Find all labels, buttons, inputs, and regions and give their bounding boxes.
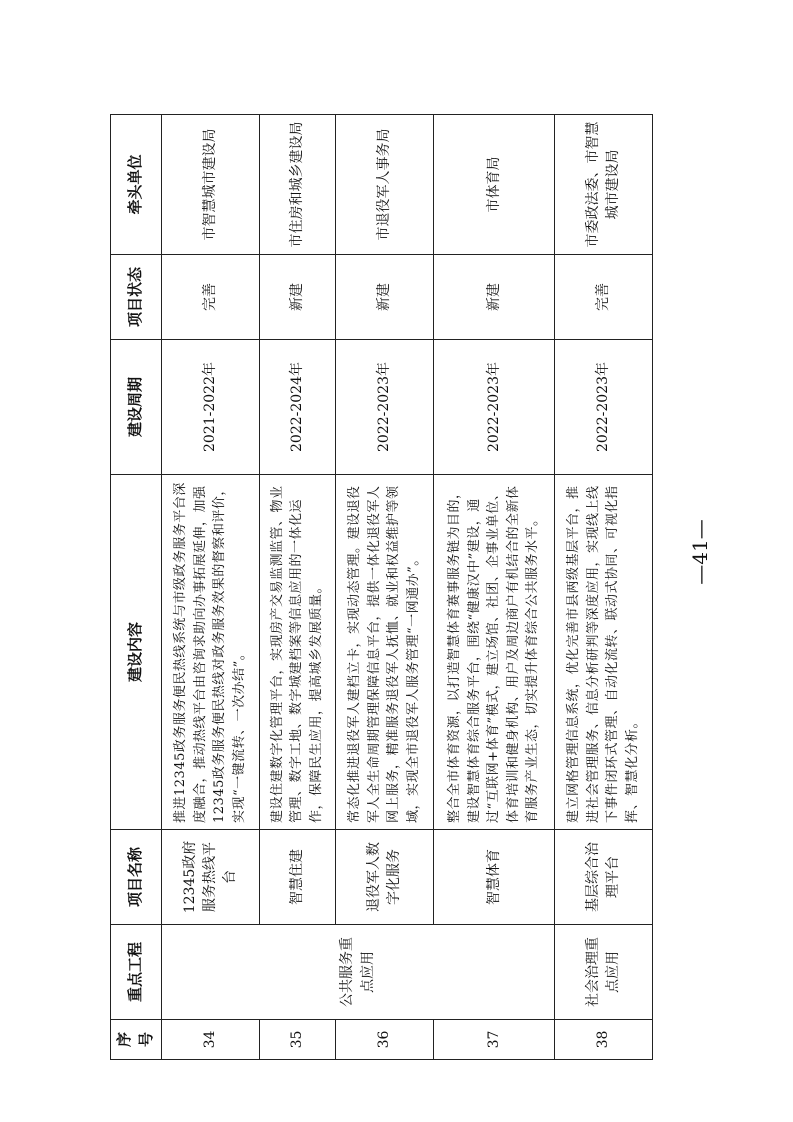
cell-period: 2022-2024年 — [259, 340, 335, 475]
table-row — [335, 115, 433, 1060]
cell-lead: 市住房和城乡建设局 — [259, 115, 335, 255]
cell-project: 智慧住建 — [259, 830, 335, 925]
cell-project: 退役军人数字化服务 — [335, 830, 433, 925]
cell-group-public-service: 公共服务重点应用 — [161, 925, 554, 1020]
cell-period: 2021-2022年 — [161, 340, 259, 475]
cell-lead: 市退役军人事务局 — [335, 115, 433, 255]
cell-status: 新建 — [433, 255, 554, 340]
header-period: 建设周期 — [111, 340, 162, 475]
header-key-project: 重点工程 — [111, 925, 162, 1020]
page-number: —41— — [688, 519, 712, 585]
cell-content: 常态化推进退役军人建档立卡，实现动态管理。建设退役军人全生命周期管理保障信息平台，提供一体化退役军人网上服务，精准服务退役军人抚恤、就业和权益维护等领域，实现全市退役军人服务管理“一网通办”。 — [335, 475, 433, 830]
table-row — [433, 115, 554, 1060]
header-content: 建设内容 — [111, 475, 162, 830]
header-project-name: 项目名称 — [111, 830, 162, 925]
table-header-row — [111, 115, 162, 1060]
rotated-table-wrapper — [110, 115, 653, 1060]
cell-period: 2022-2023年 — [335, 340, 433, 475]
project-table — [110, 114, 653, 1060]
cell-status: 完善 — [554, 255, 652, 340]
cell-content: 推进12345政务服务便民热线系统与市级政务服务平台深度融合，推动热线平台由咨询求助向办事拓展延伸，加强12345政务服务便民热线对政务服务效果的督察和评价，实现“一键流转、一次办结”。 — [161, 475, 259, 830]
table-row — [554, 115, 652, 1060]
cell-content: 建设住建数字化管理平台，实现房产交易监测监管、物业管理、数字工地、数字城建档案等信息应用的一体化运作，保障民生应用，提高城乡发展质量。 — [259, 475, 335, 830]
cell-lead: 市体育局 — [433, 115, 554, 255]
cell-no: 37 — [433, 1020, 554, 1060]
cell-content: 建立网格管理信息系统，优化完善市县两级基层平台，推进社会管理服务、信息分析研判等深度应用，实现线上线下事件闭环式管理、自动化流转、联动式协同、可视化指挥、智慧化分析。 — [554, 475, 652, 830]
cell-lead: 市智慧城市建设局 — [161, 115, 259, 255]
header-lead: 牵头单位 — [111, 115, 162, 255]
cell-no: 36 — [335, 1020, 433, 1060]
cell-content: 整合全市体育资源，以打造智慧体育赛事服务链为目的，建设智慧体育综合服务平台，围绕“健康汉中”建设，通过“互联网+体育”模式，建立场馆、社团、企事业单位、体育培训和健身机构、用户及周边商户有机结合的全新体育服务产业生态，切实提升体育综合公共服务水平。 — [433, 475, 554, 830]
cell-project: 基层综合治理平台 — [554, 830, 652, 925]
cell-period: 2022-2023年 — [554, 340, 652, 475]
cell-status: 完善 — [161, 255, 259, 340]
cell-no: 35 — [259, 1020, 335, 1060]
header-no: 序号 — [111, 1020, 162, 1060]
header-status: 项目状态 — [111, 255, 162, 340]
table-row — [259, 115, 335, 1060]
cell-lead: 市委政法委、市智慧城市建设局 — [554, 115, 652, 255]
cell-no: 34 — [161, 1020, 259, 1060]
cell-status: 新建 — [335, 255, 433, 340]
cell-period: 2022-2023年 — [433, 340, 554, 475]
cell-status: 新建 — [259, 255, 335, 340]
cell-no: 38 — [554, 1020, 652, 1060]
cell-project: 12345政府服务热线平台 — [161, 830, 259, 925]
cell-group-social-governance: 社会治理重点应用 — [554, 925, 652, 1020]
table-row — [161, 115, 259, 1060]
cell-project: 智慧体育 — [433, 830, 554, 925]
